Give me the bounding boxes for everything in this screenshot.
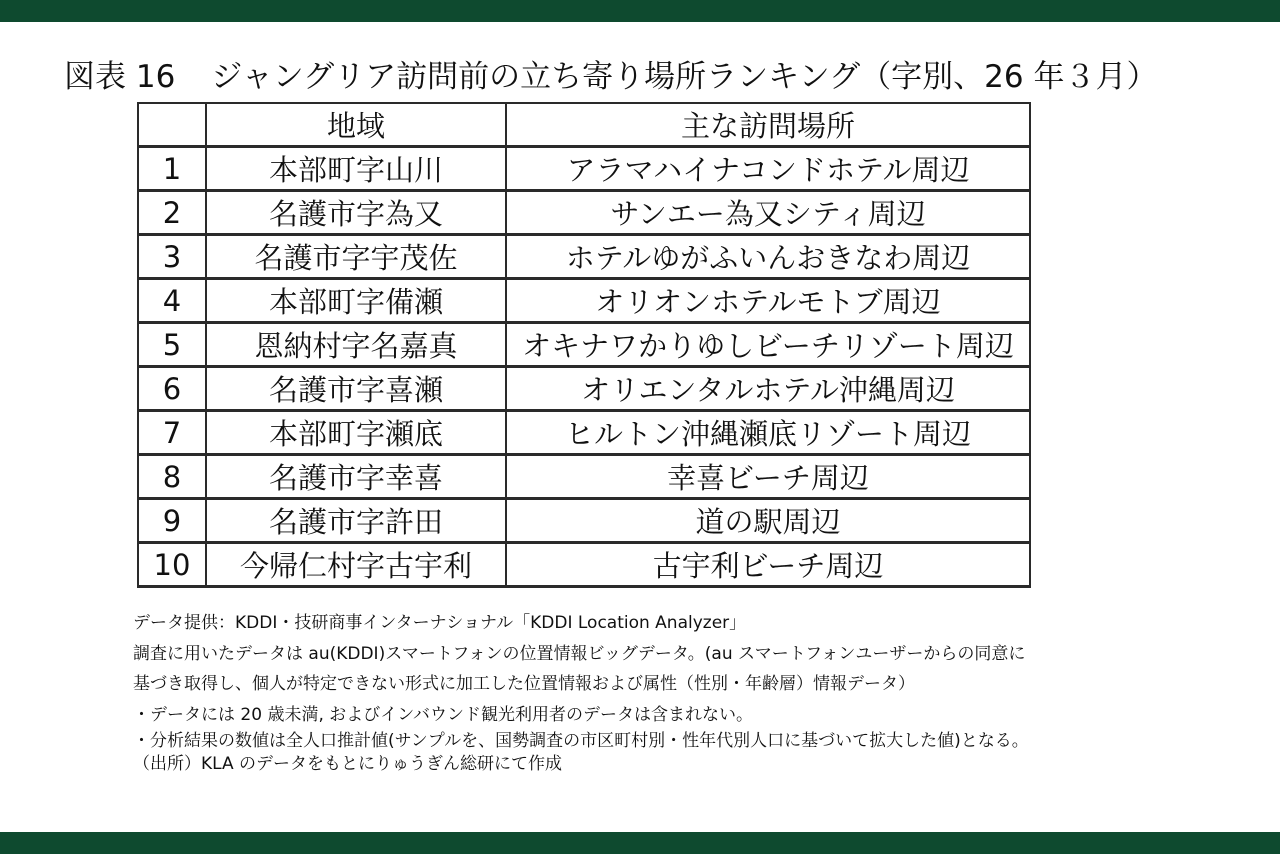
header-area: 地域	[206, 103, 506, 147]
place-cell: アラマハイナコンドホテル周辺	[506, 147, 1030, 191]
note-exclusion: ・データには 20 歳未満, およびインバウンド観光利用者のデータは含まれない。	[133, 704, 754, 725]
place-cell: ホテルゆがふいんおきなわ周辺	[506, 235, 1030, 279]
rank-cell: 9	[138, 499, 206, 543]
place-cell: 道の駅周辺	[506, 499, 1030, 543]
top-green-band	[0, 0, 1280, 22]
header-place: 主な訪問場所	[506, 103, 1030, 147]
table-row	[138, 279, 1030, 323]
note-estimation: ・分析結果の数値は全人口推計値(サンプルを、国勢調査の市区町村別・性年代別人口に基づいて拡大した値)となる。	[133, 731, 1029, 751]
table-header-row	[138, 103, 1030, 147]
table-row	[138, 235, 1030, 279]
rank-cell: 1	[138, 147, 206, 191]
place-cell: サンエー為又シティ周辺	[506, 191, 1030, 235]
bottom-green-band	[0, 832, 1280, 854]
table-row	[138, 499, 1030, 543]
header-rank	[138, 103, 206, 147]
table-row	[138, 543, 1030, 587]
area-cell: 名護市字宇茂佐	[206, 235, 506, 279]
area-cell: 名護市字為又	[206, 191, 506, 235]
area-cell: 本部町字備瀬	[206, 279, 506, 323]
area-cell: 恩納村字名嘉真	[206, 323, 506, 367]
rank-cell: 5	[138, 323, 206, 367]
table-row	[138, 367, 1030, 411]
area-cell: 名護市字幸喜	[206, 455, 506, 499]
figure-title-text: ジャングリア訪問前の立ち寄り場所ランキング（字別、26 年３月）	[211, 59, 1158, 95]
area-cell: 名護市字許田	[206, 499, 506, 543]
notes-block	[133, 608, 1253, 776]
table-row	[138, 323, 1030, 367]
rank-cell: 10	[138, 543, 206, 587]
rank-cell: 4	[138, 279, 206, 323]
table-row	[138, 455, 1030, 499]
note-data-description: 調査に用いたデータは au(KDDI)スマートフォンの位置情報ビッグデータ。(au スマートフォンユーザーからの同意に	[133, 643, 1026, 664]
rank-cell: 7	[138, 411, 206, 455]
table-row	[138, 147, 1030, 191]
rank-cell: 2	[138, 191, 206, 235]
table-row	[138, 191, 1030, 235]
rank-cell: 8	[138, 455, 206, 499]
ranking-table	[137, 102, 1031, 588]
note-source: （出所）KLA のデータをもとにりゅうぎん総研にて作成	[133, 754, 563, 774]
place-cell: 古宇利ビーチ周辺	[506, 543, 1030, 587]
area-cell: 今帰仁村字古宇利	[206, 543, 506, 587]
rank-cell: 3	[138, 235, 206, 279]
figure-title	[64, 54, 1157, 100]
area-cell: 本部町字山川	[206, 147, 506, 191]
area-cell: 本部町字瀬底	[206, 411, 506, 455]
note-data-source: データ提供：KDDI・技研商事インターナショナル「KDDI Location Analyzer」	[133, 613, 747, 633]
place-cell: 幸喜ビーチ周辺	[506, 455, 1030, 499]
figure-label: 図表 16	[64, 59, 176, 95]
place-cell: オリオンホテルモトブ周辺	[506, 279, 1030, 323]
place-cell: オリエンタルホテル沖縄周辺	[506, 367, 1030, 411]
place-cell: ヒルトン沖縄瀬底リゾート周辺	[506, 411, 1030, 455]
rank-cell: 6	[138, 367, 206, 411]
table-row	[138, 411, 1030, 455]
area-cell: 名護市字喜瀬	[206, 367, 506, 411]
note-data-description-cont: 基づき取得し、個人が特定できない形式に加工した位置情報および属性（性別・年齢層）情報データ）	[133, 674, 915, 694]
place-cell: オキナワかりゆしビーチリゾート周辺	[506, 323, 1030, 367]
